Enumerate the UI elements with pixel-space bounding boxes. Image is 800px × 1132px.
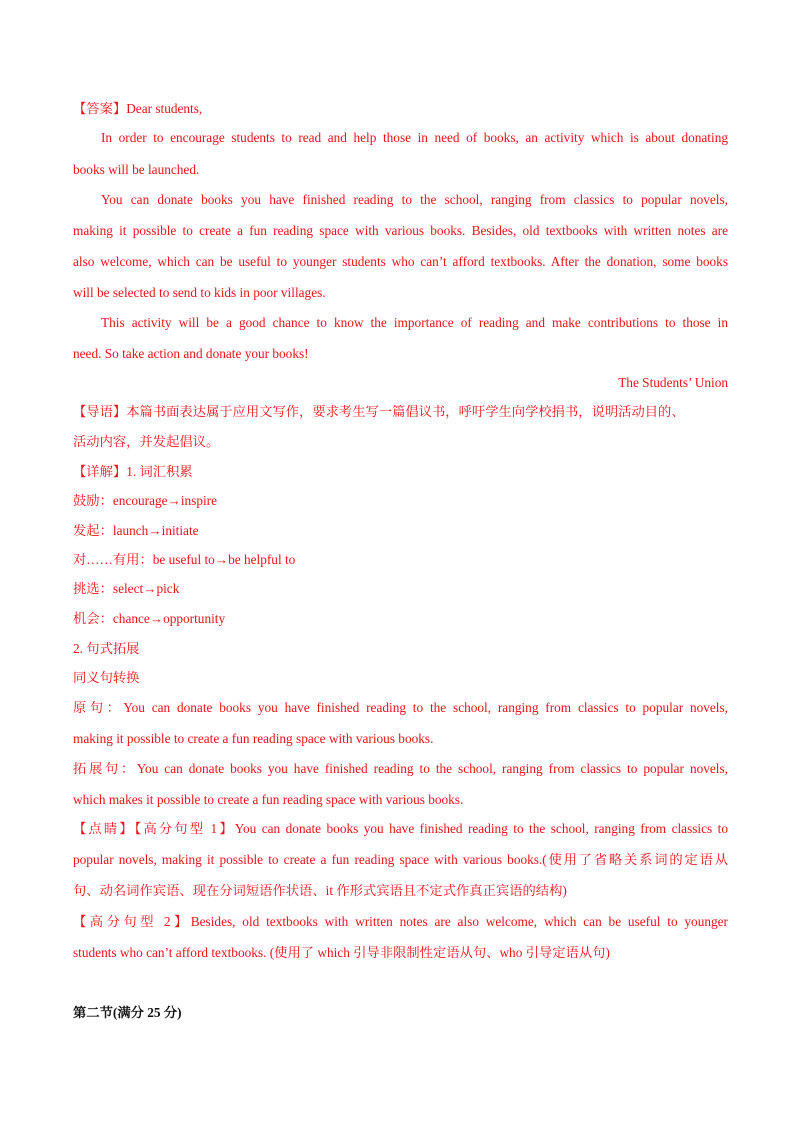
answer-p3-line-1: This activity will be a good chance to know the importance of reading and make contributions to those in — [101, 315, 728, 330]
answer-p2-line-2: making it possible to create a fun reading space with various books. Besides, old textbooks with written notes are — [73, 223, 728, 238]
sentence-heading: 2. 句式拓展 — [73, 641, 140, 656]
original-sentence-line-1: 原句：You can donate books you have finished reading to the school, ranging from classics to popular novels, — [73, 700, 728, 715]
type2-line-1 — [73, 913, 728, 931]
type2-tag: 【高分句型 2】 — [73, 914, 191, 929]
type1-line-3: 句、动名词作宾语、现在分词短语作状语、it 作形式宾语且不定式作真正宾语的结构) — [73, 883, 567, 898]
answer-p2-line-1: You can donate books you have finished reading to the school, ranging from classics to popular novels, — [101, 192, 728, 207]
guide-line-1 — [73, 403, 728, 421]
answer-p1-line-2: books will be launched. — [73, 162, 200, 177]
answer-p2-line-4: will be selected to send to kids in poor villages. — [73, 285, 326, 300]
type2-line-2: students who can’t afford textbooks. (使用了 which 引导非限制性定语从句、who 引导定语从句) — [73, 945, 610, 960]
vocab-item: 鼓励：encourage→inspire — [73, 493, 218, 508]
guide-text-1: 本篇书面表达属于应用文写作，要求考生写一篇倡议书，呼吁学生向学校捐书，说明活动目的、 — [126, 404, 685, 419]
answer-tag: 【答案】 — [73, 101, 127, 116]
answer-p3-line-2: need. So take action and donate your books! — [73, 346, 309, 361]
answer-p1-line-1: In order to encourage students to read and help those in need of books, an activity which is about donating — [101, 130, 728, 145]
type1-text-1: You can donate books you have finished reading to the school, ranging from classics to — [234, 821, 728, 836]
section-heading: 第二节(满分 25 分) — [73, 1005, 182, 1020]
extended-sentence-line-2: which makes it possible to create a fun reading space with various books. — [73, 792, 464, 807]
vocab-item: 对……有用：be useful to→be helpful to — [73, 552, 296, 567]
extended-sentence-line-1: 拓展句：You can donate books you have finished reading to the school, ranging from classics to popular novels, — [73, 761, 728, 776]
sentence-subheading: 同义句转换 — [73, 670, 140, 685]
answer-p2-line-3: also welcome, which can be useful to younger students who can’t afford textbooks. After the donation, some books — [73, 254, 728, 269]
vocab-item: 挑选：select→pick — [73, 581, 180, 596]
answer-line — [73, 100, 728, 118]
tips-line-1 — [73, 820, 728, 838]
original-sentence-line-2: making it possible to create a fun reading space with various books. — [73, 731, 434, 746]
guide-line-2: 活动内容，并发起倡议。 — [73, 434, 220, 449]
guide-tag: 【导语】 — [73, 404, 127, 419]
salutation: Dear students, — [126, 101, 203, 116]
detail-heading-line — [73, 463, 728, 481]
detail-tag: 【详解】 — [73, 464, 127, 479]
vocab-item: 机会：chance→opportunity — [73, 611, 226, 626]
type2-text-1: Besides, old textbooks with written notes are also welcome, which can be useful to younger — [190, 914, 728, 929]
signature: The Students’ Union — [618, 375, 728, 390]
type1-tag: 【高分句型 1】 — [134, 821, 235, 836]
type1-line-2: popular novels, making it possible to create a fun reading space with various books.(使用了省略关系词的定语从 — [73, 852, 728, 867]
tips-tag: 【点睛】 — [73, 821, 135, 836]
vocab-item: 发起：launch→initiate — [73, 523, 199, 538]
vocab-heading: 1. 词汇积累 — [126, 464, 193, 479]
